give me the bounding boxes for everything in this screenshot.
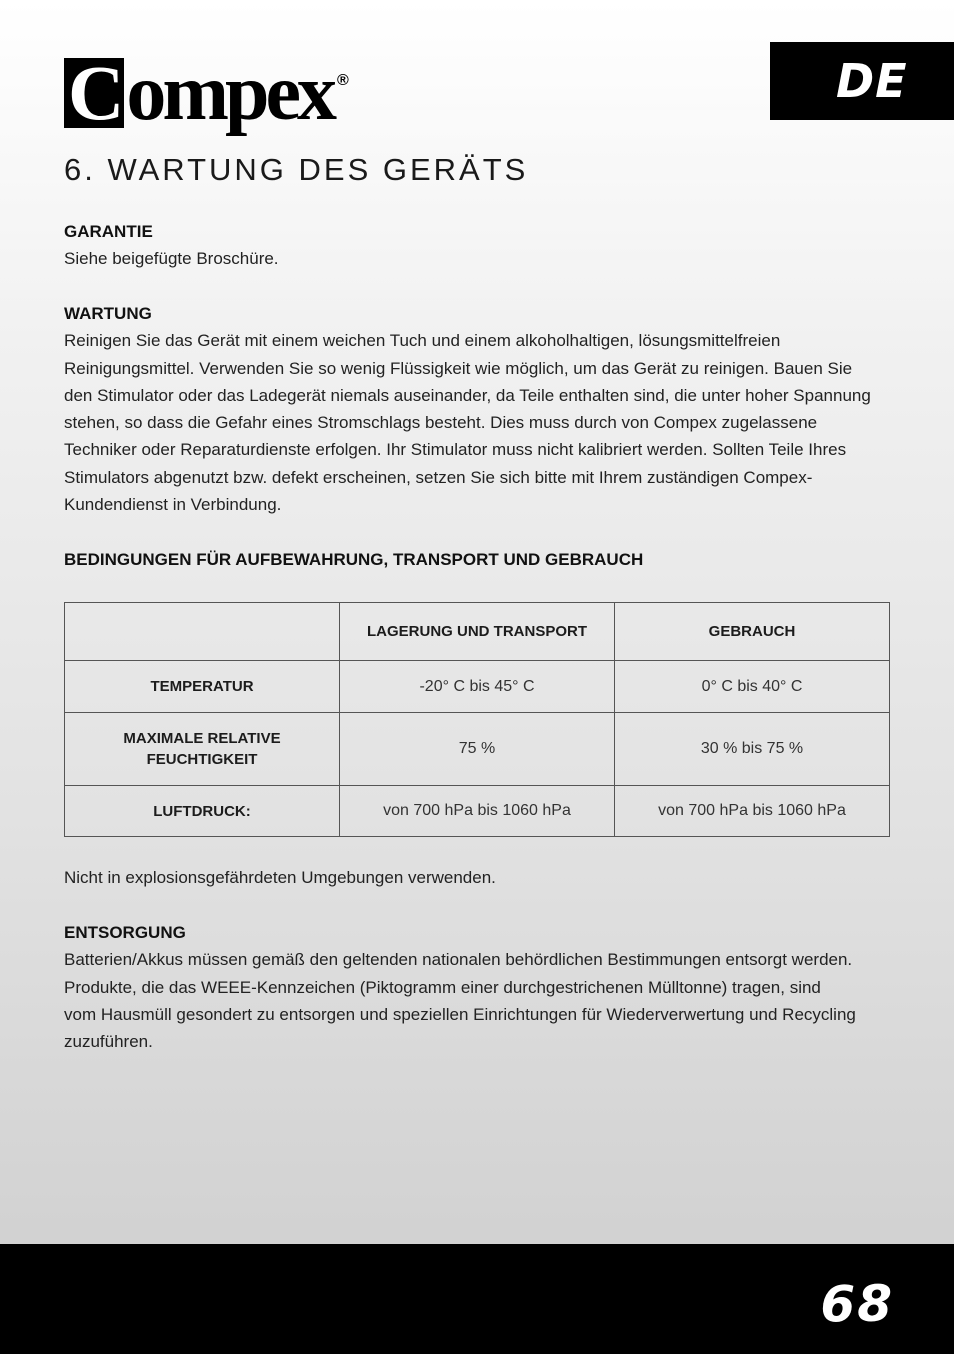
page-number: 68 xyxy=(820,1275,894,1333)
entsorgung-line: Batterien/Akkus müssen gemäß den geltenden nationalen behördlichen Bestimmungen entsorgt werden. xyxy=(64,950,853,970)
wartung-line: Stimulators abgenutzt bzw. defekt erscheinen, setzen Sie sich bitte mit Ihrem zuständigen Compex- xyxy=(64,467,813,487)
row-label-line: LUFTDRUCK: xyxy=(153,802,251,820)
wartung-line: stehen, so dass die Gefahr eines Stromschlags besteht. Dies muss durch von Compex zugelassene xyxy=(64,413,818,433)
entsorgung-paragraph xyxy=(64,946,884,1055)
language-tab: DE xyxy=(770,42,954,120)
table-row xyxy=(65,661,890,713)
row-label-line: MAXIMALE RELATIVE xyxy=(123,730,281,747)
logo-text: ompex xyxy=(126,49,333,137)
chapter-title: 6. WARTUNG DES GERÄTS xyxy=(64,152,529,187)
table-header-use: GEBRAUCH xyxy=(615,603,890,661)
main-content xyxy=(64,218,884,573)
compex-logo xyxy=(64,36,349,138)
storage-value: -20° C bis 45° C xyxy=(340,661,615,713)
wartung-paragraph xyxy=(64,327,884,518)
section-title-entsorgung: ENTSORGUNG xyxy=(64,923,186,943)
wartung-line: Reinigen Sie das Gerät mit einem weichen Tuch und einem alkoholhaltigen, lösungsmittelfreien xyxy=(64,331,781,351)
logo-initial: C xyxy=(64,58,124,128)
registered-mark: ® xyxy=(336,72,349,89)
wartung-line: Techniker oder Reparaturdienste erfolgen. Ihr Stimulator muss nicht kalibriert werden. Sollten Teile Ihres xyxy=(64,440,847,460)
row-label-line: FEUCHTIGKEIT xyxy=(146,751,258,768)
storage-value: 75 % xyxy=(340,713,615,786)
table-row xyxy=(65,713,890,786)
row-label xyxy=(65,713,340,786)
garantie-text: Siehe beigefügte Broschüre. xyxy=(64,249,279,268)
row-label xyxy=(65,661,340,713)
entsorgung-line: vom Hausmüll gesondert zu entsorgen und speziellen Einrichtungen für Wiederverwertung und Recycling xyxy=(64,1004,856,1024)
wartung-line: Kundendienst in Verbindung. xyxy=(64,495,282,515)
wartung-line: den Stimulator oder das Ladegerät niemals auseinander, da Teile enthalten sind, die unter hoher Spannung xyxy=(64,385,871,405)
row-label-line: TEMPERATUR xyxy=(150,678,254,695)
section-title-bedingungen: BEDINGUNGEN FÜR AUFBEWAHRUNG, TRANSPORT UND GEBRAUCH xyxy=(64,550,644,570)
table-header-row xyxy=(65,603,890,661)
row-label xyxy=(65,786,340,837)
table-header-empty xyxy=(65,603,340,661)
table-row xyxy=(65,786,890,837)
table-header-storage: LAGERUNG UND TRANSPORT xyxy=(340,603,615,661)
conditions-table xyxy=(64,602,890,837)
storage-value: von 700 hPa bis 1060 hPa xyxy=(340,786,615,837)
entsorgung-line: Produkte, die das WEEE-Kennzeichen (Piktogramm einer durchgestrichenen Mülltonne) tragen, sind xyxy=(64,977,821,997)
explosion-note: Nicht in explosionsgefährdeten Umgebungen verwenden. xyxy=(64,868,496,887)
section-title-garantie: GARANTIE xyxy=(64,222,153,241)
use-value: 0° C bis 40° C xyxy=(615,661,890,713)
section-title-wartung: WARTUNG xyxy=(64,304,152,324)
entsorgung-line: zuzuführen. xyxy=(64,1032,153,1052)
after-table-content xyxy=(64,864,884,1055)
use-value: von 700 hPa bis 1060 hPa xyxy=(615,786,890,837)
footer-bar xyxy=(0,1244,954,1354)
use-value: 30 % bis 75 % xyxy=(615,713,890,786)
wartung-line: Reinigungsmittel. Verwenden Sie so wenig Flüssigkeit wie möglich, um das Gerät zu reinigen. Bauen Sie xyxy=(64,358,853,378)
